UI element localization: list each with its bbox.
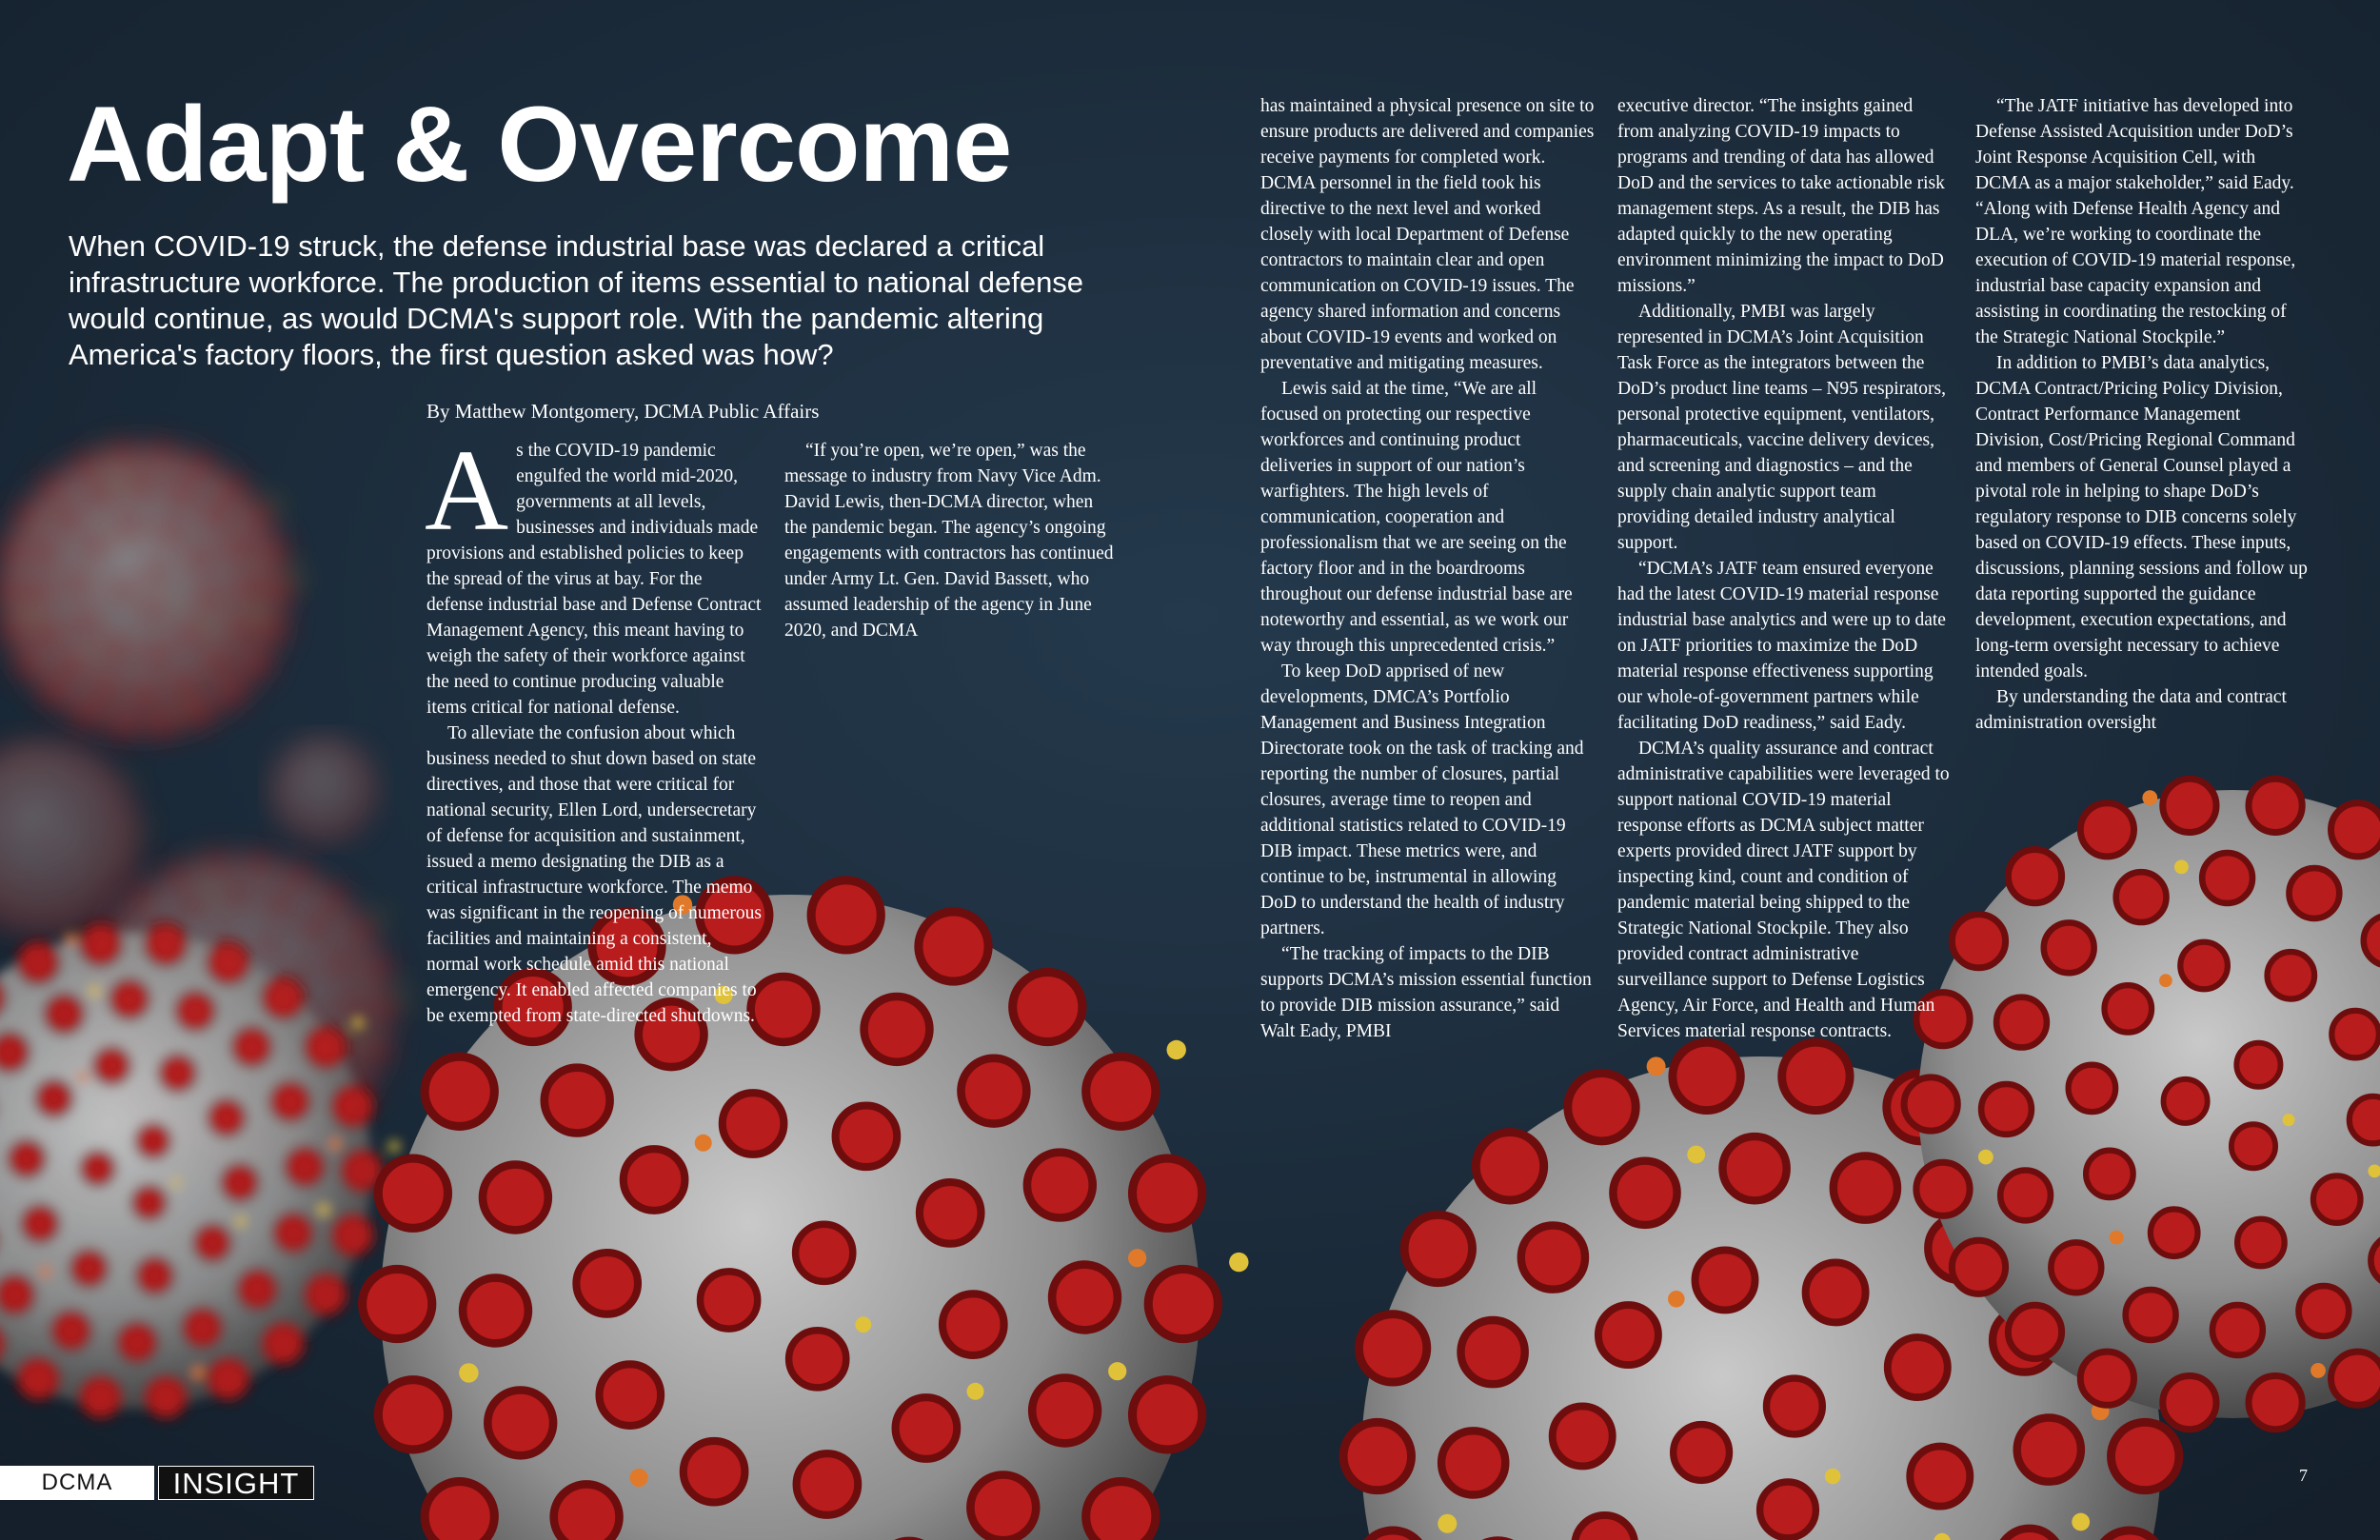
para-segment: DCMA’s quality assurance and contract administrative capabilities were leveraged to support national COVID-19 material response efforts as DCMA subject matter experts provided direct JATF support by inspecting kind, count and condition of pandemic material being shipped to the Strategic National Stockpile. They also provided contract administrative surveillance support to Defense Logistics Agency, Air Force, and Health and Human Services material response contracts. bbox=[1617, 739, 1950, 1041]
article-paragraph bbox=[1260, 93, 1596, 376]
article-paragraph bbox=[425, 426, 762, 721]
para-segment: To keep DoD apprised of new developments, DMCA’s Portfolio Management and Business Integration Directorate took on the task of tracking and reporting the number of closures, partial closures, average time to reopen and additional statistics related to COVID-19 DIB impact. These metrics were, and continue to be, instrumental in allowing DoD to understand the health of industry partners. bbox=[1260, 661, 1584, 938]
para-segment: has maintained a physical presence on site to ensure products are delivered and companies receive payments for completed work. DCMA personnel in the field took his directive to the next level and worked closely with local Department of Defense contractors to maintain clear and open communication on COVID-19 issues. The agency shared information and concerns about COVID-19 events and worked on preventative and mitigating measures. bbox=[1260, 96, 1595, 373]
article-paragraph bbox=[1617, 93, 1953, 299]
para-segment: To alleviate the confusion about which business needed to shut down based on state directives, and those that were critical for national security, Ellen Lord, undersecretary of defense for acquisition and sustainment, issued a memo designating the DIB as a critical infrastructure workforce. The memo was significant in the reopening of numerous facilities and maintaining a consistent, normal work schedule amid this national emergency. It enabled affected companies to be exempted from state-directed shutdowns. bbox=[426, 723, 762, 1026]
para-segment: “DCMA’s JATF team ensured everyone had the latest COVID-19 material response industrial base analytics and were up to date on JATF priorities to maximize the DoD material response effectiveness supporting our whole-of-government partners while facilitating DoD readiness,” said Eady. bbox=[1617, 559, 1946, 733]
text-column-2 bbox=[784, 438, 1120, 643]
article-paragraph bbox=[1975, 93, 2311, 350]
magazine-brand bbox=[0, 1466, 314, 1500]
article-paragraph bbox=[1975, 684, 2311, 736]
para-segment: In addition to PMBI’s data analytics, DCMA Contract/Pricing Policy Division, Contract Performance Management Division, Cost/Pricing Regional Command and members of General Counsel played a pivotal role in helping to shape DoD’s regulatory response to DIB concerns solely based on COVID-19 effects. These inputs, discussions, planning sessions and follow up data reporting supported the guidance development, execution expectations, and long-term oversight necessary to achieve intended goals. bbox=[1975, 353, 2308, 681]
article-paragraph bbox=[784, 438, 1120, 643]
article-byline: By Matthew Montgomery, DCMA Public Affairs bbox=[426, 400, 820, 423]
text-column-5 bbox=[1975, 93, 2311, 736]
para-segment: “The JATF initiative has developed into Defense Assisted Acquisition under DoD’s Joint Response Acquisition Cell, with DCMA as a major stakeholder,” said Eady. “Along with Defense Health Agency and DLA, we’re working to coordinate the execution of COVID-19 material response, industrial base capacity expansion and assisting in coordinating the restocking of the Strategic National Stockpile.” bbox=[1975, 96, 2296, 347]
para-segment: “If you’re open, we’re open,” was the message to industry from Navy Vice Adm. David Lewis, then-DCMA director, when the pandemic began. The agency’s ongoing engagements with contractors has continued under Army Lt. Gen. David Bassett, who assumed leadership of the agency in June 2020, and DCMA bbox=[784, 441, 1114, 641]
text-column-4 bbox=[1617, 93, 1953, 1044]
article-paragraph bbox=[1260, 659, 1596, 941]
para-segment: Additionally, PMBI was largely represented in DCMA’s Joint Acquisition Task Force as the integrators between the DoD’s product line teams – N95 respirators, personal protective equipment, ventilators, pharmaceuticals, vaccine delivery devices, and screening and diagnostics – and the supply chain analytic support team providing detailed industry analytical support. bbox=[1617, 302, 1946, 553]
para-segment: Lewis said at the time, “We are all focused on protecting our respective workforces and continuing product deliveries in support of our nation’s warfighters. The high levels of communication, cooperation and professionalism that we are seeing on the factory floor and in the boardrooms throughout our defense industrial base are noteworthy and essential, as we work our way through this unprecedented crisis.” bbox=[1260, 379, 1573, 656]
page-number: 7 bbox=[2299, 1466, 2308, 1485]
brand-insight: INSIGHT bbox=[158, 1466, 314, 1500]
para-segment: By understanding the data and contract administration oversight bbox=[1975, 687, 2287, 733]
drop-cap: A bbox=[425, 426, 509, 555]
article-paragraph bbox=[1260, 941, 1596, 1044]
article-paragraph bbox=[426, 721, 762, 1029]
article-title: Adapt & Overcome bbox=[67, 85, 1012, 204]
article-paragraph bbox=[1975, 350, 2311, 684]
article-paragraph bbox=[1617, 556, 1953, 736]
para-segment: s the COVID-19 pandemic engulfed the world mid-2020, governments at all levels, businesses and individuals made provisions and established policies to keep the spread of the virus at bay. For the defense industrial base and Defense Contract Management Agency, this meant having to weigh the safety of their workforce against the need to continue producing valuable items critical for national defense. bbox=[426, 441, 762, 718]
para-segment: executive director. “The insights gained from analyzing COVID-19 impacts to programs and trending of data has allowed DoD and the services to take actionable risk management steps. As a result, the DIB has adapted quickly to the new operating environment minimizing the impact to DoD missions.” bbox=[1617, 96, 1945, 296]
text-column-1 bbox=[425, 426, 762, 1029]
article-dek: When COVID-19 struck, the defense industrial base was declared a critical infrastructure workforce. The production of items essential to national defense would continue, as would DCMA's support role. With the pandemic altering America's factory floors, the first question asked was how? bbox=[69, 229, 1084, 371]
para-segment: “The tracking of impacts to the DIB supports DCMA’s mission essential function to provide DIB mission assurance,” said Walt Eady, PMBI bbox=[1260, 944, 1592, 1041]
article-paragraph bbox=[1260, 376, 1596, 659]
text-column-3 bbox=[1260, 93, 1596, 1044]
article-paragraph bbox=[1617, 736, 1953, 1044]
brand-dcma: DCMA bbox=[0, 1466, 154, 1500]
article-paragraph bbox=[1617, 299, 1953, 556]
